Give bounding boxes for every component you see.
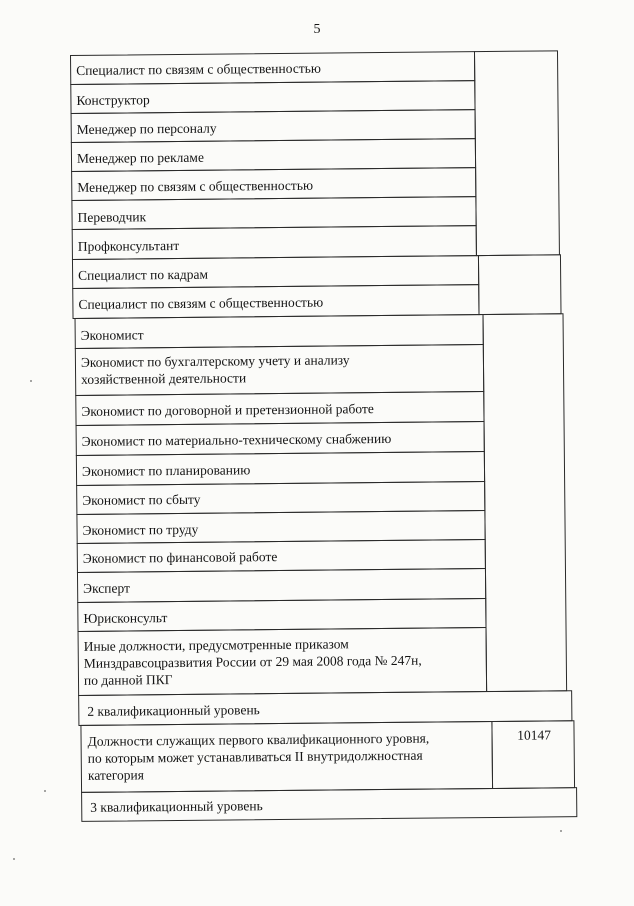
scan-speck (13, 858, 15, 860)
row-text: Экономист по сбыту (82, 491, 201, 508)
table-row (75, 344, 484, 396)
row-text: Экономист (80, 327, 144, 343)
row-text-line2: по которым может устанавливаться II внутридолжностная (87, 747, 423, 766)
row-text: Юрисконсульт (83, 610, 168, 626)
page-number: 5 (313, 22, 321, 37)
row-text: Переводчик (77, 209, 147, 225)
row-text-line2: хозяйственной деятельности (81, 370, 247, 387)
code-cell (483, 313, 568, 692)
table-row (81, 787, 577, 822)
row-text: Экономист по финансовой работе (82, 549, 278, 566)
row-text: Эксперт (83, 580, 131, 596)
row-text: Иные должности, предусмотренные приказом (83, 636, 349, 654)
row-text: Экономист по бухгалтерскому учету и анализу (80, 352, 350, 370)
qualification-code: 10147 (517, 727, 551, 743)
scan-speck (44, 790, 46, 792)
row-text: Менеджер по персоналу (76, 120, 217, 137)
code-cell (474, 50, 560, 256)
row-text: Менеджер по рекламе (76, 149, 204, 166)
row-text-line3: по данной ПКГ (83, 672, 173, 688)
row-text: Экономист по планированию (81, 462, 251, 479)
level-2-heading: 2 квалификационный уровень (87, 702, 260, 719)
row-text: Специалист по кадрам (78, 266, 209, 283)
scan-speck (30, 380, 32, 382)
row-text: Специалист по связям с общественностью (78, 294, 324, 312)
row-text: Экономист по договорной и претензионной работе (81, 401, 374, 419)
row-text: Экономист по труду (82, 521, 199, 538)
row-text: Экономист по материально-техническому снабжению (81, 430, 392, 449)
level-3-heading: 3 квалификационный уровень (90, 798, 263, 815)
row-text: Профконсультант (77, 237, 180, 254)
code-cell (478, 254, 562, 315)
row-text: Конструктор (76, 92, 150, 108)
row-text-line2: Минздравсоцразвития России от 29 мая 2008 года № 247н, (83, 652, 422, 671)
row-text: Менеджер по связям с общественностью (77, 177, 314, 195)
table-row (78, 627, 488, 696)
row-text: Должности служащих первого квалификационного уровня, (87, 730, 430, 749)
row-text: Специалист по связям с общественностью (76, 60, 321, 78)
row-text-line3: категория (87, 767, 145, 783)
table-row (80, 721, 493, 793)
code-cell (491, 720, 575, 789)
scan-speck (560, 830, 562, 832)
